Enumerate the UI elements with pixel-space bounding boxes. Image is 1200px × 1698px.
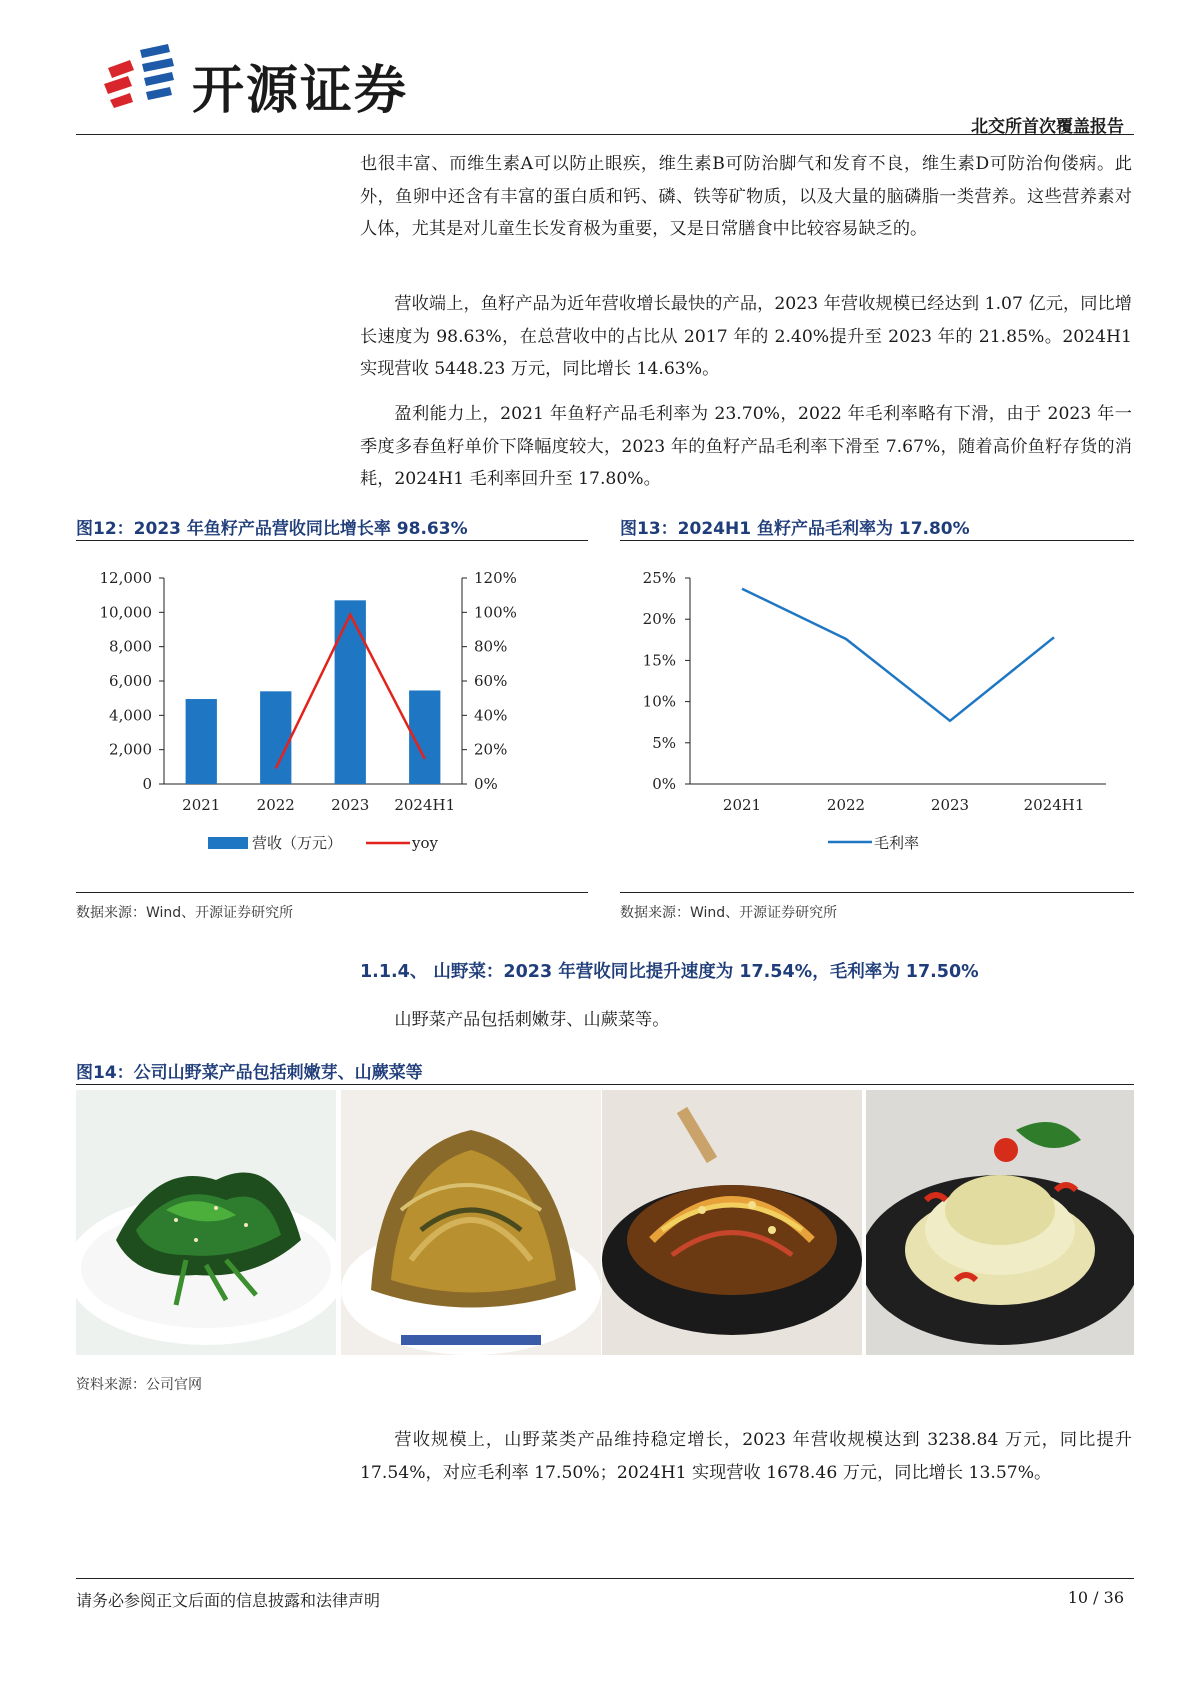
figure-12-rule (76, 540, 588, 541)
figure-13-title: 图13：2024H1 鱼籽产品毛利率为 17.80% (620, 519, 970, 539)
figure-12-bottom-rule (76, 892, 588, 893)
left-tick-label: 12,000 (99, 569, 152, 587)
figure-14-source: 资料来源：公司官网 (76, 1377, 202, 1393)
brand-name: 开源证券 (192, 61, 409, 121)
x-tick-label: 2021 (722, 796, 762, 814)
right-tick-label: 0% (474, 775, 498, 793)
revenue-bar (335, 600, 366, 784)
brand-mark-icon (100, 40, 180, 110)
right-tick-label: 60% (474, 672, 508, 690)
figure-12-title: 图12：2023 年鱼籽产品营收同比增长率 98.63% (76, 519, 468, 539)
legend-label-revenue: 营收（万元） (252, 834, 343, 852)
paragraph-profitability: 盈利能力上，2021 年鱼籽产品毛利率为 23.70%，2022 年毛利率略有下滑，由于 2023 年一季度多春鱼籽单价下降幅度较大，2023 年的鱼籽产品毛利率下滑至 7.67%，随着高价鱼籽存货的消耗，2024H1 毛利率回升至 17.80%。 (360, 404, 1132, 489)
photo-mixed-vegetable-dish (602, 1090, 862, 1355)
y-tick-label: 25% (642, 569, 676, 587)
x-tick-label: 2023 (930, 796, 970, 814)
photo-pickled-radish-dish (866, 1090, 1134, 1355)
brand-logo (100, 40, 460, 121)
figure-14-rule (76, 1084, 1134, 1085)
header-rule (76, 134, 1134, 135)
x-tick-label: 2022 (826, 796, 866, 814)
section-title-wild-vegetables: 1.1.4、 山野菜：2023 年营收同比提升速度为 17.54%，毛利率为 17.50% (360, 962, 979, 982)
left-tick-label: 0 (142, 775, 152, 793)
y-tick-label: 15% (642, 651, 676, 670)
paragraph-nutrition: 也很丰富、而维生素A可以防止眼疾，维生素B可防治脚气和发育不良，维生素D可防治佝偻病。此外，鱼卵中还含有丰富的蛋白质和钙、磷、铁等矿物质，以及大量的脑磷脂一类营养。这些营养素对人体，尤其是对儿童生长发育极为重要，又是日常膳食中比较容易缺乏的。 (360, 154, 1132, 239)
footer-rule (76, 1578, 1134, 1579)
y-tick-label: 5% (652, 733, 676, 752)
x-tick-label: 2024H1 (394, 796, 456, 814)
right-tick-label: 40% (474, 706, 508, 725)
x-tick-label: 2023 (331, 796, 370, 814)
right-tick-label: 100% (474, 603, 517, 622)
paragraph-wild-vegetables-intro: 山野菜产品包括刺嫩芽、山蕨菜等。 (394, 1010, 670, 1030)
margin-chart (620, 548, 1134, 886)
right-tick-label: 80% (474, 637, 508, 656)
figure-13-rule (620, 540, 1134, 541)
x-tick-label: 2021 (182, 796, 221, 814)
report-type: 北交所首次覆盖报告 (971, 117, 1124, 137)
figure-13-bottom-rule (620, 892, 1134, 893)
y-tick-label: 0% (652, 775, 676, 793)
paragraph-revenue: 营收端上，鱼籽产品为近年营收增长最快的产品，2023 年营收规模已经达到 1.07 亿元，同比增长速度为 98.63%，在总营收中的占比从 2017 年的 2.40%提升至 2023 年的 21.85%。2024H1 实现营收 5448.23 万元，同比增长 14.63%。 (360, 294, 1132, 379)
revenue-bar (260, 691, 291, 784)
left-tick-label: 6,000 (109, 672, 152, 690)
y-tick-label: 10% (642, 692, 676, 711)
figure-12-source: 数据来源：Wind、开源证券研究所 (76, 905, 294, 921)
figure-14-title: 图14：公司山野菜产品包括刺嫩芽、山蕨菜等 (76, 1063, 423, 1083)
revenue-chart (76, 548, 588, 886)
legend-label-yoy: yoy (412, 834, 438, 852)
right-tick-label: 20% (474, 740, 508, 759)
y-tick-label: 20% (642, 610, 676, 629)
page-number: 10 / 36 (1067, 1588, 1124, 1607)
right-tick-label: 120% (474, 569, 517, 587)
footer-disclaimer: 请务必参阅正文后面的信息披露和法律声明 (76, 1591, 381, 1610)
legend-label-margin: 毛利率 (874, 834, 920, 852)
x-tick-label: 2022 (256, 796, 295, 814)
paragraph-wild-vegetables-revenue: 营收规模上，山野菜类产品维持稳定增长，2023 年营收规模达到 3238.84 万元，同比提升 17.54%，对应毛利率 17.50%；2024H1 实现营收 1678.46 万元，同比增长 13.57%。 (360, 1430, 1132, 1483)
photo-spinach-dish (76, 1090, 336, 1355)
left-tick-label: 2,000 (109, 740, 152, 759)
photo-pickled-fern-dish (341, 1090, 601, 1355)
x-tick-label: 2024H1 (1023, 796, 1085, 814)
revenue-bar (186, 699, 217, 784)
left-tick-label: 4,000 (109, 706, 152, 725)
legend-swatch-revenue (208, 837, 248, 849)
left-tick-label: 10,000 (99, 603, 152, 622)
margin-line (742, 589, 1054, 721)
figure-13-source: 数据来源：Wind、开源证券研究所 (620, 905, 838, 921)
left-tick-label: 8,000 (109, 637, 152, 656)
